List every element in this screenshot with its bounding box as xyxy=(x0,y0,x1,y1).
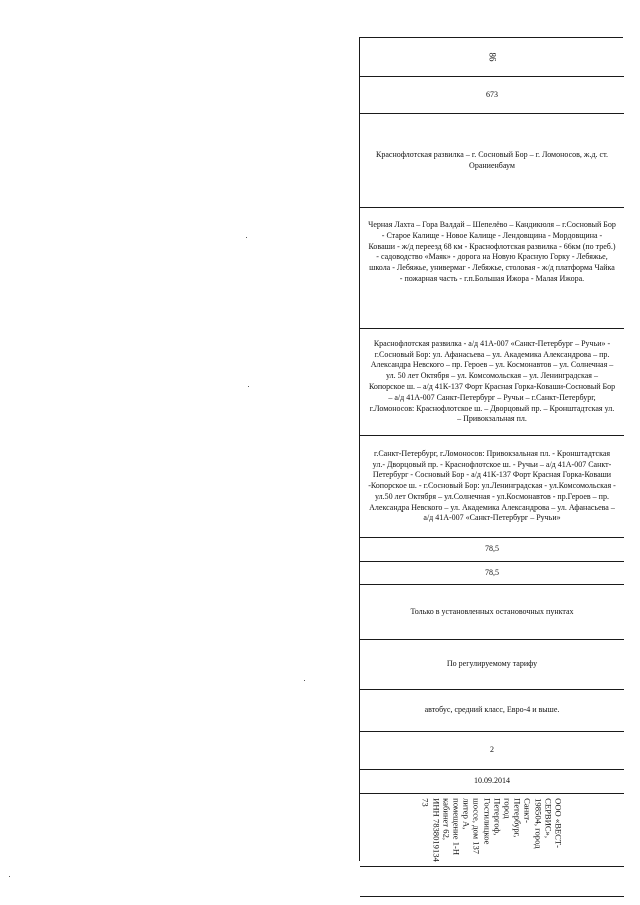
carrier-line: город xyxy=(502,798,513,819)
boarding-order-row xyxy=(360,585,624,640)
fare-type-row xyxy=(360,640,624,690)
page-number: 86 xyxy=(487,52,497,62)
stops-list: Черная Лахта – Гора Валдай – Шепелёво – Кандикюля – г.Сосновый Бор - Старое Калище - Новое Калище - Лендовщина - Мордовщина - Коваши - ж/д переезд 68 км - Краснофлотская развилка - 66км (по треб.) - садоводство «Маяк» - дорога на Новую Красную Горку - Лебяжье, школа - Лебяжье, универмаг - Лебяжье, столовая - ж/д платформа Чайка - пожарная часть - г.п.Большая Ижора - Малая Ижора. xyxy=(368,220,616,283)
carrier-line: Петергоф, xyxy=(492,798,503,836)
vehicle-count-row xyxy=(360,732,624,770)
carrier-details xyxy=(421,798,564,862)
length-forward-row xyxy=(360,538,624,562)
carrier-line: Гостилицкое xyxy=(482,798,492,845)
route-name-row xyxy=(360,114,624,208)
boarding-order: Только в установленных остановочных пунктах xyxy=(410,606,574,616)
streets-forward-row xyxy=(360,329,624,436)
route-number: 673 xyxy=(486,89,498,99)
carrier-line: шоссе, дом 137 xyxy=(471,798,482,855)
scan-speck xyxy=(248,386,249,387)
scan-speck xyxy=(9,876,10,877)
carrier-line: литер А, xyxy=(461,798,472,830)
length-back-row xyxy=(360,562,624,585)
carrier-line: СЕРВИС», xyxy=(543,798,554,839)
carrier-line: 73 xyxy=(420,798,431,807)
carrier-line: ИНН 7838019134 xyxy=(430,798,441,862)
carrier-line: кабинет 62, xyxy=(441,798,452,841)
route-number-row xyxy=(360,77,624,114)
page-number-row xyxy=(360,38,624,77)
route-register-table xyxy=(359,37,623,861)
route-name: Краснофлотская развилка – г. Сосновый Бор – г. Ломоносов, ж.д. ст. Ораниенбаум xyxy=(376,149,608,170)
scan-speck xyxy=(304,680,305,681)
scan-speck xyxy=(246,237,247,238)
carrier-line: Санкт- xyxy=(522,798,533,823)
last-empty-row xyxy=(360,867,624,897)
carrier-line: Петербург, xyxy=(512,798,523,838)
fare-type: По регулируемому тарифу xyxy=(446,659,538,669)
vehicle-count: 2 xyxy=(490,745,494,755)
length-forward: 78,5 xyxy=(485,544,499,554)
length-back: 78,5 xyxy=(485,567,499,577)
start-date: 10.09.2014 xyxy=(474,776,510,786)
start-date-row xyxy=(360,770,624,794)
vehicle-class: автобус, средний класс, Евро-4 и выше. xyxy=(424,705,560,715)
carrier-line: ООО «ВЕСТ- xyxy=(553,798,564,849)
carrier-row xyxy=(360,794,624,867)
vehicle-row xyxy=(360,690,624,732)
carrier-line: помещение 1-Н xyxy=(451,798,462,856)
streets-back-row xyxy=(360,436,624,538)
carrier-line: 198504, город xyxy=(533,798,544,849)
streets-forward: Краснофлотская развилка - а/д 41А-007 «Санкт-Петербург – Ручьи» - г.Сосновый Бор: ул. Афанасьева – ул. Академика Александрова – пр. Александра Невского – пр. Героев – ул. Космонавтов – ул. Солнечная – ул. 50 лет Октября – ул. Комсомольская – ул. Ленинградская – Копорское ш. – а/д 41К-137 Форт Красная Горка-Коваши-Сосновый Бор – а/д 41А-007 Санкт-Петербург – Ручьи – г.Санкт-Петербург, г.Ломоносов: Краснофлотское ш. – Дворцовый пр. – Кронштадтская ул. – Привокзальная пл. xyxy=(368,338,616,424)
streets-back: г.Санкт-Петербург, г.Ломоносов: Привокзальная пл. - Кронштадтская ул.- Дворцовый пр. - Краснофлотское ш. - Ручьи – а/д 41А-007 Санкт-Петербург - Сосновый Бор - а/д 41К-137 Форт Красная Горка-Коваши -Копорское ш. - г.Сосновый Бор: ул.Ленинградская - ул.Комсомольская - ул.50 лет Октября – ул.Солнечная - ул.Космонавтов - пр.Героев – пр. Александра Невского – ул. Академика Александрова – ул. Афанасьева –а/д 41А-007 «Санкт-Петербург – Ручьи» xyxy=(368,448,616,523)
stops-row xyxy=(360,208,624,329)
